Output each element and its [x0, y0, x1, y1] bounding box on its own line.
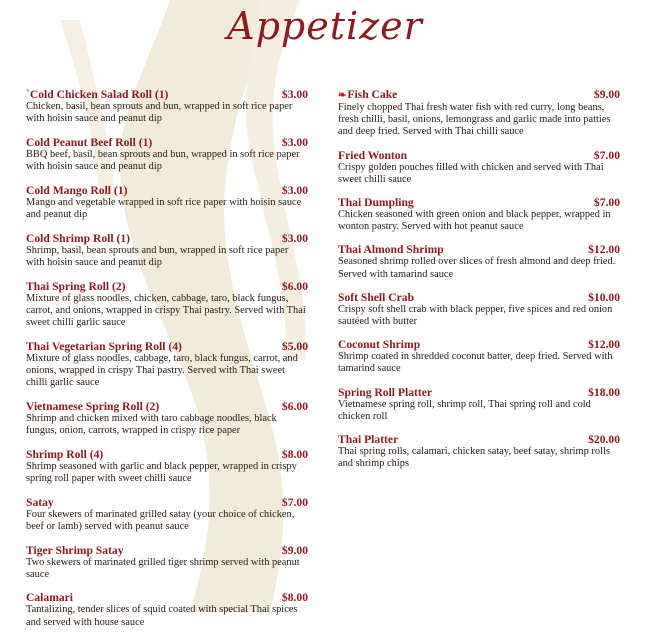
item-name: Coconut Shrimp — [338, 338, 421, 352]
item-price: $7.00 — [593, 148, 620, 162]
item-description: Seasoned shrimp rolled over slices of fresh almond and deep fried. Served with tamarind sauce — [338, 256, 616, 280]
menu-item — [338, 291, 620, 328]
item-name: `Cold Chicken Salad Roll (1) — [26, 88, 169, 101]
item-price: $8.00 — [281, 591, 308, 605]
item-price: $12.00 — [588, 338, 620, 352]
item-price: $3.00 — [281, 88, 308, 101]
menu-item — [26, 591, 308, 628]
item-name: Shrimp Roll (4) — [26, 447, 104, 461]
item-price: $10.00 — [588, 290, 620, 304]
menu-item — [338, 149, 620, 186]
item-price: $8.00 — [281, 447, 308, 461]
item-description: Two skewers of marinated grilled tiger shrimp served with peanut sauce — [26, 556, 300, 580]
item-name: Thai Platter — [338, 433, 399, 447]
menu-item — [338, 433, 620, 470]
item-description: Shrimp coated in shredded coconut batter, deep fried. Served with tamarind sauce — [338, 351, 613, 375]
item-name: Calamari — [26, 591, 74, 605]
item-price: $20.00 — [588, 433, 620, 447]
item-name: Fried Wonton — [338, 148, 408, 162]
item-price: $18.00 — [588, 385, 620, 399]
item-description: Chicken seasoned with green onion and black pepper, wrapped in wonton pastry. Served with hot peanut sauce — [338, 209, 611, 233]
item-description: Four skewers of marinated grilled satay (your choice of chicken, beef or lamb) served with peanut sauce — [26, 508, 295, 532]
menu-item — [26, 340, 308, 390]
item-name: Thai Almond Shrimp — [338, 243, 444, 257]
item-price: $3.00 — [281, 231, 308, 245]
item-description: Tantalizing, tender slices of squid coated with special Thai spices and served with house sauce — [26, 604, 298, 628]
item-price: $9.00 — [281, 543, 308, 557]
menu-item — [338, 243, 620, 280]
chili-pepper-icon: ❧ — [338, 90, 347, 101]
item-description: Vietnamese spring roll, shrimp roll, Thai spring roll and cold chicken roll — [338, 398, 591, 422]
menu-item — [26, 544, 308, 581]
item-name: Cold Shrimp Roll (1) — [26, 231, 131, 245]
menu-item — [338, 338, 620, 375]
menu-item — [26, 184, 308, 221]
item-description: Mango and vegetable wrapped in soft rice paper with hoisin sauce and peanut dip — [26, 196, 302, 221]
menu-item — [26, 280, 308, 330]
item-name: Vietnamese Spring Roll (2) — [26, 399, 160, 413]
item-price: $9.00 — [593, 88, 620, 101]
item-price: $3.00 — [281, 135, 308, 149]
item-description: Shrimp seasoned with garlic and black pepper, wrapped in crispy spring roll paper with sweet chilli sauce — [26, 460, 297, 484]
menu-column-right — [338, 88, 620, 480]
item-description: Mixture of glass noodles, cabbage, taro, black fungus, carrot, and onions, wrapped in crispy Thai pastry. Served with Thai sweet chilli garlic sauce — [26, 352, 298, 389]
item-name: Fish Cake — [347, 88, 398, 101]
item-description: BBQ beef, basil, bean sprouts and bun, wrapped in soft rice paper with hoisin sauce and peanut dip — [26, 148, 300, 173]
menu-item — [26, 88, 308, 125]
item-description: Crispy soft shell crab with black pepper, five spices and red onion sautéed with butter — [338, 303, 613, 328]
menu-item — [26, 496, 308, 533]
item-name: Satay — [26, 495, 54, 509]
item-name: Thai Spring Roll (2) — [26, 279, 126, 293]
item-description: Crispy golden pouches filled with chicken and served with Thai sweet chilli sauce — [338, 161, 604, 185]
item-name: Soft Shell Crab — [338, 290, 415, 304]
menu-item — [338, 196, 620, 233]
item-description: Chicken, basil, bean sprouts and bun, wrapped in soft rice paper with hoisin sauce and peanut dip — [26, 101, 293, 125]
menu-item — [26, 232, 308, 269]
item-name: Cold Peanut Beef Roll (1) — [26, 135, 153, 149]
menu-item — [26, 448, 308, 485]
item-price: $7.00 — [281, 495, 308, 509]
menu-item — [338, 88, 620, 139]
item-price: $7.00 — [593, 196, 620, 210]
menu-item — [338, 386, 620, 423]
item-description: Thai spring rolls, calamari, chicken satay, beef satay, shrimp rolls and shrimp chips — [338, 446, 610, 470]
item-description: Shrimp, basil, bean sprouts and bun, wrapped in soft rice paper with hoisin sauce and peanut dip — [26, 244, 289, 268]
item-description: Finely chopped Thai fresh water fish with red curry, long beans, fresh chilli, basil, onions, lemongrass and garlic made into patties and deep fried. Served with Thai chilli sauce — [338, 102, 611, 138]
item-description: Shrimp and chicken mixed with taro cabbage noodles, black fungus, onion, carrots, wrapped in crispy rice paper — [26, 412, 277, 437]
item-price: $3.00 — [281, 183, 308, 197]
page-title: Appetizer — [227, 4, 423, 48]
item-price: $6.00 — [281, 399, 308, 413]
item-price: $6.00 — [281, 279, 308, 293]
item-name: Tiger Shrimp Satay — [26, 543, 124, 557]
item-description: Mixture of glass noodles, chicken, cabbage, taro, black fungus, carrot, and onions, wrapped in crispy Thai pastry. Served with Thai sweet chilli garlic sauce — [26, 292, 306, 329]
menu-item — [26, 400, 308, 437]
item-name: Spring Roll Platter — [338, 385, 433, 399]
item-name: Thai Dumpling — [338, 196, 414, 210]
menu-item — [26, 136, 308, 173]
item-name: Thai Vegetarian Spring Roll (4) — [26, 339, 182, 353]
item-name: Cold Mango Roll (1) — [26, 183, 128, 197]
menu-column-left — [26, 88, 308, 639]
item-price: $5.00 — [281, 339, 308, 353]
item-price: $12.00 — [588, 243, 620, 257]
